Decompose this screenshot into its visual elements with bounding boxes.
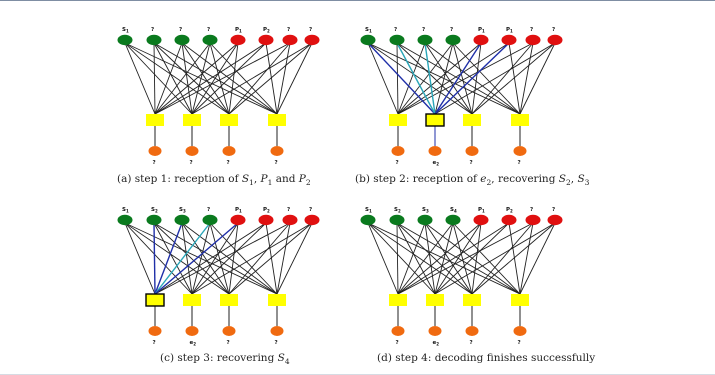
label-subscript: 2 [154, 208, 158, 214]
source-node [474, 35, 489, 45]
source-node [502, 35, 517, 45]
source-node [175, 215, 190, 225]
source-label: $P_2$ [263, 207, 270, 214]
graph-edge [368, 223, 472, 294]
output-label: ? [226, 160, 230, 166]
check-node [426, 294, 444, 306]
graph-edge [397, 223, 398, 294]
check-node [511, 294, 529, 306]
graph-edge [266, 223, 277, 294]
label-subscript: 2 [193, 341, 197, 347]
source-label: ? [309, 207, 313, 213]
output-label: ? [395, 160, 399, 166]
label-subscript: 1 [368, 28, 372, 34]
source-node [175, 35, 190, 45]
source-label: $P_1$ [478, 207, 485, 214]
source-label: ? [151, 27, 155, 33]
label-subscript: 3 [425, 208, 429, 214]
graph-edge [182, 43, 192, 114]
caption-text: and [272, 173, 299, 185]
check-node [511, 114, 529, 126]
output-node [392, 326, 405, 336]
label-subscript: 1 [510, 28, 513, 34]
output-label: $e_2$ [432, 160, 440, 167]
source-node [361, 35, 376, 45]
caption-math: $e_2$ [480, 173, 492, 188]
graph-edge [368, 223, 520, 294]
source-label: $P_1$ [235, 207, 242, 214]
source-node [305, 35, 320, 45]
source-label: $S_2$ [394, 207, 401, 214]
output-label: ? [517, 160, 521, 166]
graph-edge [397, 223, 472, 294]
source-node [446, 215, 461, 225]
label-subscript: 3 [182, 208, 186, 214]
graph-edge [398, 223, 533, 294]
output-node [186, 326, 199, 336]
source-node [203, 35, 218, 45]
output-node [429, 146, 442, 156]
graph-edge [472, 223, 533, 294]
source-label: $S_1$ [122, 207, 129, 214]
output-node [466, 326, 479, 336]
source-label: $S_4$ [450, 207, 457, 214]
source-label: ? [530, 207, 534, 213]
source-node [418, 35, 433, 45]
output-label: ? [517, 340, 521, 346]
graph-panel-a [112, 25, 327, 165]
output-node [149, 146, 162, 156]
output-label: ? [152, 160, 156, 166]
caption-a [117, 173, 311, 187]
output-label: ? [469, 340, 473, 346]
source-node [283, 215, 298, 225]
source-label: ? [309, 27, 313, 33]
graph-edge [154, 43, 229, 114]
label-subscript: 4 [453, 208, 457, 214]
source-node [502, 215, 517, 225]
check-node [220, 294, 238, 306]
graph-panel-b [355, 25, 570, 165]
output-node [429, 326, 442, 336]
graph-edge [125, 43, 277, 114]
output-node [149, 326, 162, 336]
check-node [389, 114, 407, 126]
check-node [146, 294, 164, 306]
source-label: $S_1$ [122, 27, 129, 34]
label-subscript: 1 [125, 28, 129, 34]
graph-edge [182, 223, 192, 294]
label-subscript: 2 [267, 208, 270, 214]
graph-edge [398, 43, 533, 114]
caption-math: $P_2$ [298, 173, 311, 188]
source-node [118, 215, 133, 225]
label-subscript: 1 [482, 208, 485, 214]
graph-edge [509, 43, 520, 114]
highlighted-edge [154, 223, 155, 294]
graph-edge [472, 223, 481, 294]
label-subscript: 1 [482, 28, 485, 34]
caption-math: $S_4$ [277, 352, 290, 367]
label-subscript: 1 [239, 28, 242, 34]
source-node [231, 35, 246, 45]
source-node [446, 35, 461, 45]
graph-edge [155, 223, 290, 294]
check-node [389, 294, 407, 306]
output-label: ? [274, 160, 278, 166]
graph-edge [229, 223, 290, 294]
label-subscript: 1 [125, 208, 129, 214]
output-label: ? [152, 340, 156, 346]
graph-edge [277, 223, 290, 294]
output-label: ? [226, 340, 230, 346]
source-label: ? [207, 207, 211, 213]
graph-edge [453, 43, 520, 114]
source-node [548, 215, 563, 225]
source-node [526, 35, 541, 45]
check-node [183, 114, 201, 126]
source-node [231, 215, 246, 225]
graph-edge [509, 223, 520, 294]
output-label: $e_2$ [432, 340, 440, 347]
output-node [186, 146, 199, 156]
source-node [418, 215, 433, 225]
figure-panel-d [355, 205, 635, 347]
source-label: ? [552, 207, 556, 213]
source-node [526, 215, 541, 225]
source-label: $S_3$ [179, 207, 186, 214]
output-node [514, 326, 527, 336]
caption-b [355, 173, 589, 187]
source-label: ? [287, 207, 291, 213]
source-label: $S_3$ [422, 207, 429, 214]
output-node [392, 146, 405, 156]
output-node [271, 326, 284, 336]
output-node [514, 146, 527, 156]
source-node [147, 35, 162, 45]
graph-edge [125, 223, 229, 294]
source-label: $S_1$ [365, 207, 372, 214]
caption-math: $S_1$ [241, 173, 254, 188]
label-subscript: 1 [239, 208, 242, 214]
source-node [474, 215, 489, 225]
output-node [223, 326, 236, 336]
graph-edge [229, 223, 238, 294]
source-node [283, 35, 298, 45]
graph-edge [397, 43, 398, 114]
check-node [146, 114, 164, 126]
source-label: ? [179, 27, 183, 33]
source-node [305, 215, 320, 225]
label-subscript: 2 [510, 208, 513, 214]
figure-panel-a [112, 25, 392, 167]
label-subscript: 1 [368, 208, 372, 214]
source-node [259, 215, 274, 225]
source-label: $P_1$ [506, 27, 513, 34]
caption-text: , recovering [491, 173, 559, 185]
source-label: $P_1$ [478, 27, 485, 34]
graph-edge [155, 43, 290, 114]
graph-edge [520, 43, 533, 114]
check-node [463, 294, 481, 306]
label-subscript: 2 [436, 341, 440, 347]
caption-text: (d) step 4: decoding finishes successfully [377, 352, 596, 364]
check-node [268, 114, 286, 126]
source-label: $P_2$ [263, 27, 270, 34]
graph-edge [453, 223, 520, 294]
source-node [118, 35, 133, 45]
label-subscript: 2 [436, 161, 440, 167]
source-label: $P_2$ [506, 207, 513, 214]
source-node [203, 215, 218, 225]
highlighted-edge [435, 43, 481, 114]
source-label: ? [552, 27, 556, 33]
graph-edge [397, 43, 472, 114]
graph-edge [277, 43, 290, 114]
check-node [463, 114, 481, 126]
output-label: ? [189, 160, 193, 166]
graph-edge [425, 223, 435, 294]
check-node [426, 114, 444, 126]
source-label: ? [530, 27, 534, 33]
figure-panel-c [112, 205, 392, 347]
graph-panel-c [112, 205, 327, 345]
caption-d [377, 352, 595, 364]
graph-edge [368, 43, 472, 114]
source-label: ? [287, 27, 291, 33]
caption-text: (b) step 2: reception of [355, 173, 481, 185]
label-subscript: 2 [397, 208, 401, 214]
source-node [548, 35, 563, 45]
output-node [223, 146, 236, 156]
check-node [268, 294, 286, 306]
header-rule [0, 0, 715, 1]
caption-text: , [570, 173, 578, 185]
graph-edge [210, 223, 277, 294]
source-label: ? [422, 27, 426, 33]
label-subscript: 2 [267, 28, 270, 34]
graph-edge [266, 43, 277, 114]
graph-edge [154, 43, 155, 114]
caption-text: (c) step 3: recovering [160, 352, 278, 364]
output-label: ? [274, 340, 278, 346]
caption-text: , [253, 173, 261, 185]
source-node [390, 215, 405, 225]
source-node [361, 215, 376, 225]
graph-edge [210, 43, 277, 114]
graph-edge [125, 43, 229, 114]
graph-panel-d [355, 205, 570, 345]
source-label: ? [207, 27, 211, 33]
caption-math: $S_3$ [577, 173, 590, 188]
caption-math: $P_1$ [260, 173, 273, 188]
output-label: $e_2$ [189, 340, 197, 347]
source-label: ? [450, 27, 454, 33]
source-label: $S_2$ [151, 207, 158, 214]
graph-edge [472, 43, 533, 114]
check-node [183, 294, 201, 306]
source-node [147, 215, 162, 225]
graph-edge [229, 43, 238, 114]
graph-edge [520, 223, 533, 294]
source-label: ? [394, 27, 398, 33]
graph-edge [154, 223, 229, 294]
check-node [220, 114, 238, 126]
source-label: $P_1$ [235, 27, 242, 34]
source-node [390, 35, 405, 45]
output-node [271, 146, 284, 156]
output-label: ? [469, 160, 473, 166]
output-node [466, 146, 479, 156]
output-label: ? [395, 340, 399, 346]
caption-math: $S_2$ [558, 173, 571, 188]
source-node [259, 35, 274, 45]
caption-c [160, 352, 290, 366]
figure-panel-b [355, 25, 635, 167]
graph-edge [229, 43, 290, 114]
source-label: $S_1$ [365, 27, 372, 34]
caption-text: (a) step 1: reception of [117, 173, 242, 185]
